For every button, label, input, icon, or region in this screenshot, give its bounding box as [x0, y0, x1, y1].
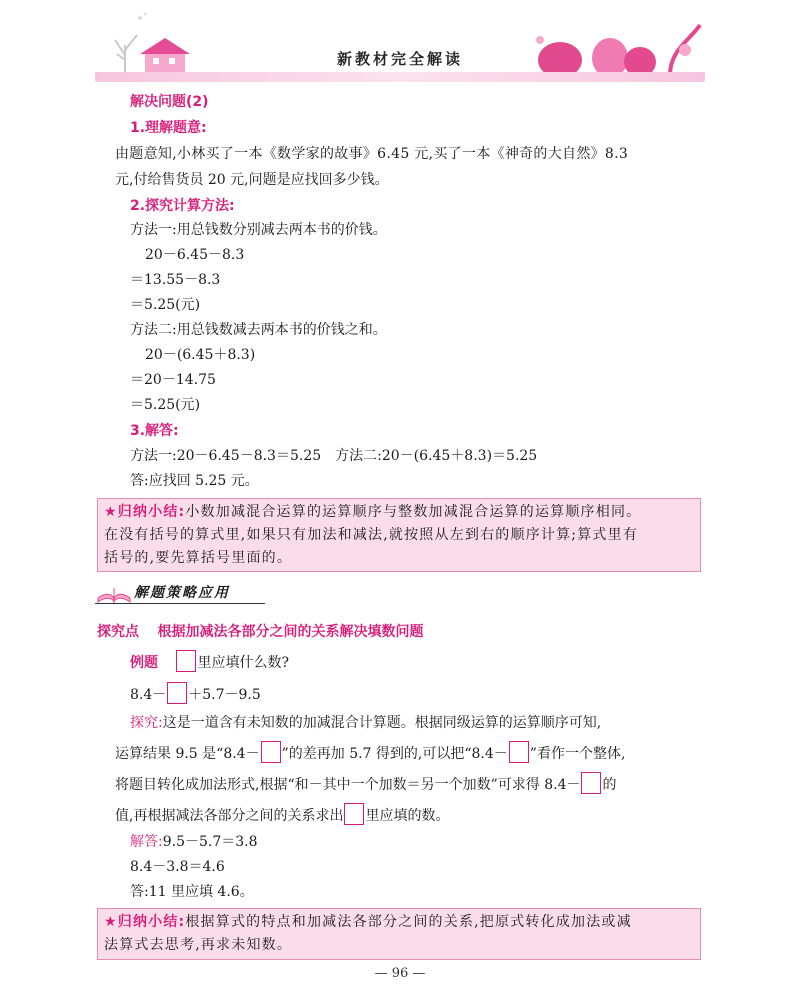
answer-final: 答:应找回 5.25 元。	[130, 473, 259, 489]
explore-line2: 运算结果 9.5 是“8.4－ ”的差再加 5.7 得到的,可以把“8.4－ ”看作一个整体,	[115, 741, 625, 764]
example-line: 例题 里应填什么数?	[130, 650, 289, 673]
section-title: 解题策略应用	[134, 585, 230, 601]
house-tree-decoration-icon	[95, 10, 205, 80]
step1-text-a: 由题意知,小林买了一本《数学家的故事》6.45 元,买了一本《神奇的大自然》8.3	[115, 146, 629, 162]
answer2-line2: 8.4－3.8＝4.6	[130, 859, 225, 875]
explore-label: 探究:	[130, 715, 163, 731]
equation-line: 8.4－ ＋5.7－9.5	[130, 682, 261, 705]
answer-label: 解答:	[130, 834, 163, 850]
method1-desc: 方法一:用总钱数分别减去两本书的价钱。	[130, 222, 387, 238]
explore-point: 探究点 根据加减法各部分之间的关系解决填数问题	[97, 624, 424, 640]
book-icon	[96, 580, 132, 604]
summary1-label: ★归纳小结:	[104, 504, 186, 520]
method2-desc: 方法二:用总钱数减去两本书的价钱之和。	[130, 322, 387, 338]
summary-box-2	[97, 908, 701, 960]
example-label: 例题	[130, 655, 158, 671]
page-number: — 96 —	[374, 966, 426, 981]
method2-line1: 20－(6.45＋8.3)	[145, 347, 256, 363]
summary1-line1: ★归纳小结:小数加减混合运算的运算顺序与整数加减混合运算的运算顺序相同。	[104, 504, 642, 520]
summary2-line2: 法算式去思考,再求未知数。	[104, 937, 293, 953]
blank-box	[509, 741, 529, 763]
summary2-label: ★归纳小结:	[104, 914, 186, 930]
header-band	[95, 72, 705, 82]
step1-label: 1.理解题意:	[130, 120, 207, 136]
blank-box	[176, 650, 196, 672]
method1-line3: ＝5.25(元)	[130, 297, 201, 313]
method2-line3: ＝5.25(元)	[130, 397, 201, 413]
summary1-line2: 在没有括号的算式里,如果只有加法和减法,就按照从左到右的顺序计算;算式里有	[104, 527, 639, 543]
blank-box	[261, 741, 281, 763]
method2-line2: ＝20－14.75	[130, 372, 216, 388]
step2-label: 2.探究计算方法:	[130, 198, 235, 214]
explore-line3: 将题目转化成加法形式,根据“和－其中一个加数＝另一个加数”可求得 8.4－ 的	[115, 772, 616, 795]
answer2-line1: 解答:9.5－5.7＝3.8	[130, 834, 258, 850]
summary1-line3: 括号的,要先算括号里面的。	[104, 550, 293, 566]
answer-line: 方法一:20－6.45－8.3＝5.25 方法二:20－(6.45＋8.3)＝5.25	[130, 448, 538, 464]
step3-label: 3.解答:	[130, 423, 179, 439]
blank-box	[344, 803, 364, 825]
explore-line4: 值,再根据减法各部分之间的关系求出 里应填的数。	[115, 803, 449, 826]
answer2-line3: 答:11 里应填 4.6。	[130, 884, 254, 900]
method1-line2: ＝13.55－8.3	[130, 272, 221, 288]
section-underline	[95, 603, 265, 604]
part1-heading: 解决问题(2)	[130, 94, 209, 110]
summary-box-1	[97, 498, 701, 572]
method1-line1: 20－6.45－8.3	[145, 247, 245, 263]
summary2-line1: ★归纳小结:根据算式的特点和加减法各部分之间的关系,把原式转化成加法或减	[104, 914, 632, 930]
explore-line1: 探究:这是一道含有未知数的加减混合计算题。根据同级运算的运算顺序可知,	[130, 715, 602, 731]
header-title: 新教材完全解读	[336, 50, 463, 68]
blank-box	[167, 682, 187, 704]
step1-text-b: 元,付给售货员 20 元,问题是应找回多少钱。	[115, 172, 389, 188]
blank-box	[581, 772, 601, 794]
page-header	[0, 0, 800, 90]
